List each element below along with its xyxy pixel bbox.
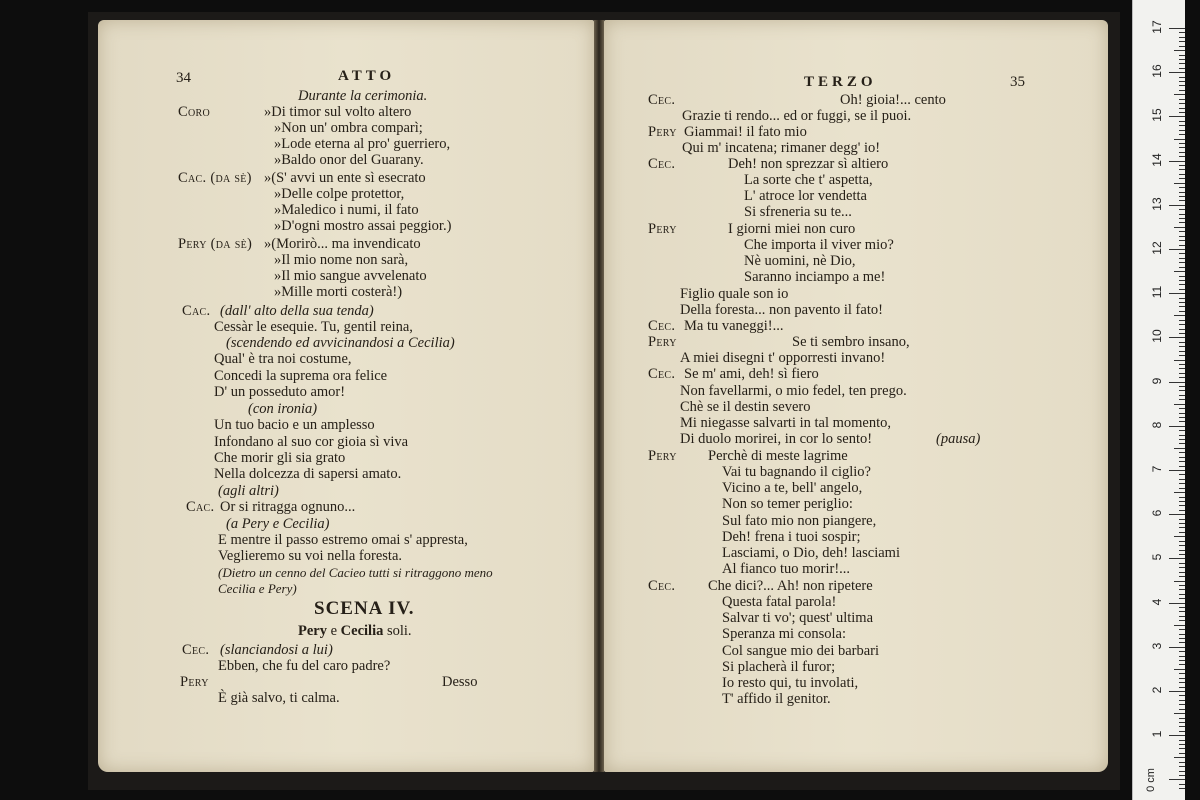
verse-line: Che dici?... Ah! non ripetere <box>708 578 873 594</box>
ruler-tick <box>1179 77 1185 78</box>
ruler-tick <box>1179 364 1185 365</box>
ruler-number: 16 <box>1150 64 1164 78</box>
ruler-tick <box>1179 41 1185 42</box>
conjunction: e <box>326 623 341 639</box>
ruler-tick <box>1179 329 1185 330</box>
ruler-tick <box>1179 607 1185 608</box>
verse-line: Col sangue mio dei barbari <box>722 643 880 659</box>
verse-line: È già salvo, ti calma. <box>218 690 340 706</box>
verse-line: Speranza mi consola: <box>722 626 847 642</box>
speaker-label: Cec. <box>648 318 676 334</box>
ruler-tick <box>1179 289 1185 290</box>
stage-direction: (pausa) <box>936 431 981 447</box>
ruler-unit-label: 0 cm <box>1144 768 1157 792</box>
ruler-tick <box>1179 377 1185 378</box>
verse-line: Salvar ti vo'; quest' ultima <box>722 610 874 626</box>
ruler-tick <box>1169 161 1185 162</box>
ruler-tick <box>1179 585 1185 586</box>
verse-line: Saranno inciampo a me! <box>744 269 886 285</box>
ruler-tick <box>1174 360 1185 361</box>
ruler-tick <box>1174 227 1185 228</box>
ruler-tick <box>1179 466 1185 467</box>
stage-direction: (a Pery e Cecilia) <box>226 516 330 532</box>
ruler-tick <box>1179 687 1185 688</box>
verse-line: Nella dolcezza di sapersi amato. <box>214 466 402 482</box>
stage-direction: (slanciandosi a lui) <box>220 642 333 658</box>
ruler-tick <box>1179 753 1185 754</box>
ruler-tick <box>1179 629 1185 630</box>
stage-direction: (agli altri) <box>218 483 279 499</box>
ruler-tick <box>1179 320 1185 321</box>
open-book <box>88 12 1120 790</box>
ruler-tick <box>1179 214 1185 215</box>
verse-line: Infondano al suo cor gioia sì viva <box>214 434 409 450</box>
ruler-number: 5 <box>1150 554 1164 561</box>
verse-line: Non favellarmi, o mio fedel, ten prego. <box>680 383 907 399</box>
ruler-tick <box>1179 501 1185 502</box>
ruler-tick <box>1179 399 1185 400</box>
ruler-tick <box>1179 108 1185 109</box>
ruler-tick <box>1179 417 1185 418</box>
verse-line: Della foresta... non pavento il fato! <box>680 302 883 318</box>
ruler-tick <box>1179 744 1185 745</box>
ruler-tick <box>1179 439 1185 440</box>
ruler-tick <box>1179 616 1185 617</box>
ruler-tick <box>1179 231 1185 232</box>
verse-line: Si placherà il furor; <box>722 659 836 675</box>
speaker-label: Cac. (da sè) <box>178 170 252 186</box>
ruler-tick <box>1169 558 1185 559</box>
ruler-tick <box>1179 510 1185 511</box>
ruler-tick <box>1179 267 1185 268</box>
verse-line: L' atroce lor vendetta <box>744 188 867 204</box>
ruler-tick <box>1179 700 1185 701</box>
ruler-tick <box>1179 704 1185 705</box>
page-number: 35 <box>1010 74 1025 90</box>
ruler-tick <box>1174 50 1185 51</box>
verse-line: Qui m' incatena; rimaner degg' io! <box>682 140 881 156</box>
ruler-tick <box>1174 94 1185 95</box>
verse-line: Che morir gli sia grato <box>214 450 346 466</box>
speaker-label: Cac. <box>182 303 211 319</box>
ruler-tick <box>1179 678 1185 679</box>
ruler-tick <box>1179 390 1185 391</box>
ruler-tick <box>1179 722 1185 723</box>
speaker-label: Cac. <box>186 499 215 515</box>
ruler-tick <box>1179 298 1185 299</box>
ruler-tick <box>1179 421 1185 422</box>
ruler-tick <box>1179 302 1185 303</box>
ruler-tick <box>1179 413 1185 414</box>
ruler-tick <box>1179 545 1185 546</box>
page-header: TERZO <box>804 74 877 90</box>
ruler-tick <box>1179 656 1185 657</box>
ruler-tick <box>1179 209 1185 210</box>
verse-line: »(S' avvi un ente sì esecrato <box>264 170 426 186</box>
ruler-tick <box>1174 139 1185 140</box>
ruler-tick <box>1179 775 1185 776</box>
verse-line: Cessàr le esequie. Tu, gentil reina, <box>214 319 413 335</box>
ruler-number: 3 <box>1150 642 1164 650</box>
ruler-tick <box>1179 236 1185 237</box>
ruler-tick <box>1179 37 1185 38</box>
stage-direction: (con ironia) <box>248 401 318 417</box>
ruler-tick <box>1174 315 1185 316</box>
speaker-label: Cec. <box>648 92 676 108</box>
speaker-label: Cec. <box>648 578 676 594</box>
ruler-tick <box>1174 625 1185 626</box>
verse-line: Concedi la suprema ora felice <box>214 368 388 384</box>
ruler-tick <box>1179 660 1185 661</box>
ruler-tick <box>1179 709 1185 710</box>
ruler-tick <box>1179 748 1185 749</box>
ruler-tick <box>1179 125 1185 126</box>
ruler-tick <box>1179 563 1185 564</box>
verse-line: I giorni miei non curo <box>728 221 856 237</box>
ruler-tick <box>1179 253 1185 254</box>
verse-line: Sul fato mio non piangere, <box>722 513 877 529</box>
ruler-tick <box>1179 63 1185 64</box>
ruler-tick <box>1179 519 1185 520</box>
verse-line: Desso <box>442 674 478 690</box>
ruler-number: 1 <box>1150 730 1164 738</box>
verse-line: Al fianco tuo morir!... <box>722 561 851 577</box>
ruler-tick <box>1179 90 1185 91</box>
verse-line: »Non un' ombra comparì; <box>274 120 423 136</box>
verse-line: Figlio quale son io <box>680 286 789 302</box>
ruler-tick <box>1179 762 1185 763</box>
verse-line: »Mille morti costerà!) <box>274 284 403 300</box>
ruler-number: 17 <box>1150 20 1164 34</box>
right-page <box>604 20 1108 772</box>
ruler-tick <box>1179 726 1185 727</box>
verse-line: Or si ritragga ognuno... <box>220 499 356 515</box>
ruler-number: 4 <box>1150 598 1164 605</box>
character-name: Cecilia <box>340 623 384 639</box>
verse-line: Nè uomini, nè Dio, <box>744 253 856 269</box>
verse-line: »D'ogni mostro assai peggior.) <box>274 218 452 234</box>
ruler-tick <box>1174 492 1185 493</box>
ruler-tick <box>1179 200 1185 201</box>
verse-line: A miei disegni t' opporresti invano! <box>680 350 886 366</box>
verse-line: »Di timor sul volto altero <box>264 104 412 120</box>
ruler-tick <box>1179 355 1185 356</box>
verse-line: Questa fatal parola! <box>722 594 837 610</box>
ruler-tick <box>1174 404 1185 405</box>
ruler-tick <box>1169 72 1185 73</box>
ruler-tick <box>1179 718 1185 719</box>
ruler-tick <box>1179 222 1185 223</box>
verse-line: Se ti sembro insano, <box>792 334 910 350</box>
verse-line: Veglieremo su voi nella foresta. <box>218 548 403 564</box>
ruler-tick <box>1179 457 1185 458</box>
character-name: Pery <box>298 623 327 639</box>
ruler-tick <box>1169 647 1185 648</box>
ruler-tick <box>1179 280 1185 281</box>
ruler-tick <box>1174 536 1185 537</box>
ruler-tick <box>1179 740 1185 741</box>
page-header: ATTO <box>338 68 396 84</box>
ruler-tick <box>1179 731 1185 732</box>
ruler-tick <box>1169 691 1185 692</box>
ruler-tick <box>1174 448 1185 449</box>
ruler-tick <box>1179 771 1185 772</box>
ruler-tick <box>1179 240 1185 241</box>
ruler-number: 11 <box>1150 285 1164 299</box>
stage-direction: Durante la cerimonia. <box>298 88 428 104</box>
stage-direction: Cecilia e Pery) <box>218 581 297 596</box>
ruler-tick <box>1179 85 1185 86</box>
ruler-number: 2 <box>1150 686 1164 694</box>
ruler-tick <box>1179 554 1185 555</box>
ruler-number: 8 <box>1150 421 1164 429</box>
ruler-tick <box>1179 324 1185 325</box>
ruler-tick <box>1179 258 1185 259</box>
ruler-tick <box>1179 174 1185 175</box>
ruler-tick <box>1179 147 1185 148</box>
ruler-tick <box>1179 143 1185 144</box>
verse-line: La sorte che t' aspetta, <box>744 172 873 188</box>
speaker-label: Pery <box>648 334 677 350</box>
ruler-tick <box>1179 505 1185 506</box>
ruler-tick <box>1179 134 1185 135</box>
ruler-tick <box>1179 351 1185 352</box>
ruler-tick <box>1179 130 1185 131</box>
ruler-tick <box>1179 611 1185 612</box>
verse-line: Vicino a te, bell' angelo, <box>722 480 863 496</box>
ruler-tick <box>1169 293 1185 294</box>
ruler-tick <box>1169 426 1185 427</box>
ruler-tick <box>1179 99 1185 100</box>
ruler-tick <box>1169 337 1185 338</box>
ruler-number: 14 <box>1150 152 1164 167</box>
verse-line: Perchè di meste lagrime <box>708 448 848 464</box>
ruler-tick <box>1179 443 1185 444</box>
ruler-tick <box>1169 28 1185 29</box>
ruler-tick <box>1179 527 1185 528</box>
verse-line: Chè se il destin severo <box>680 399 811 415</box>
ruler-tick <box>1179 284 1185 285</box>
verse-line: Se m' ami, deh! sì fiero <box>684 366 819 382</box>
ruler-tick <box>1179 306 1185 307</box>
ruler-tick <box>1179 245 1185 246</box>
ruler-tick <box>1179 523 1185 524</box>
verse-line: Che importa il viver mio? <box>744 237 894 253</box>
ruler-tick <box>1179 311 1185 312</box>
ruler-tick <box>1179 589 1185 590</box>
verse-line: Oh! gioia!... cento <box>840 92 946 108</box>
ruler-tick <box>1174 581 1185 582</box>
ruler-tick <box>1179 651 1185 652</box>
ruler-tick <box>1179 550 1185 551</box>
scene-title: SCENA IV. <box>314 598 415 619</box>
verse-line: Qual' è tra noi costume, <box>214 351 352 367</box>
verse-line: T' affido il genitor. <box>722 691 831 707</box>
verse-line: Lasciami, o Dio, deh! lasciami <box>722 545 900 561</box>
verse-line: Giammai! il fato mio <box>684 124 807 140</box>
ruler-tick <box>1179 435 1185 436</box>
ruler-tick <box>1179 46 1185 47</box>
stage-direction: (dall' alto della sua tenda) <box>220 303 374 319</box>
ruler-tick <box>1179 187 1185 188</box>
ruler-number: 10 <box>1150 329 1164 344</box>
ruler-tick <box>1179 156 1185 157</box>
ruler-number: 12 <box>1150 241 1164 255</box>
ruler-tick <box>1169 249 1185 250</box>
verse-line: »Il mio sangue avvelenato <box>274 268 427 284</box>
ruler-tick <box>1179 594 1185 595</box>
verse-line: Si sfreneria su te... <box>744 204 852 220</box>
ruler-tick <box>1169 382 1185 383</box>
measuring-ruler <box>1132 0 1185 800</box>
ruler-tick <box>1179 488 1185 489</box>
ruler-tick <box>1179 598 1185 599</box>
ruler-number: 13 <box>1150 197 1164 211</box>
verse-line: Grazie ti rendo... ed or fuggi, se il puoi. <box>682 108 912 124</box>
ruler-tick <box>1174 757 1185 758</box>
ruler-tick <box>1174 669 1185 670</box>
ruler-tick <box>1179 121 1185 122</box>
ruler-tick <box>1179 276 1185 277</box>
verse-line: Non so temer periglio: <box>722 496 853 512</box>
ruler-tick <box>1179 218 1185 219</box>
verse-line: Di duolo morirei, in cor lo sento! <box>680 431 873 447</box>
ruler-tick <box>1179 532 1185 533</box>
ruler-tick <box>1179 483 1185 484</box>
verse-line: »Delle colpe protettor, <box>274 186 405 202</box>
verse-line: D' un posseduto amor! <box>214 384 346 400</box>
speaker-label: Cec. <box>648 156 676 172</box>
ruler-tick <box>1179 103 1185 104</box>
ruler-tick <box>1179 788 1185 789</box>
ruler-tick <box>1169 470 1185 471</box>
ruler-tick <box>1179 642 1185 643</box>
ruler-tick <box>1179 664 1185 665</box>
ruler-tick <box>1179 68 1185 69</box>
ruler-tick <box>1179 430 1185 431</box>
ruler-tick <box>1179 81 1185 82</box>
ruler-tick <box>1179 479 1185 480</box>
ruler-tick <box>1169 514 1185 515</box>
verse-line: »Maledico i numi, il fato <box>274 202 419 218</box>
ruler-tick <box>1169 205 1185 206</box>
verse-line: Deh! non sprezzar sì altiero <box>728 156 889 172</box>
verse-line: »Il mio nome non sarà, <box>274 252 409 268</box>
speaker-label: Pery <box>648 221 677 237</box>
verse-line: Un tuo bacio e un amplesso <box>214 417 375 433</box>
ruler-tick <box>1179 634 1185 635</box>
left-page <box>98 20 594 772</box>
speaker-label: Pery <box>648 124 677 140</box>
ruler-tick <box>1179 346 1185 347</box>
verse-line: Mi niegasse salvarti in tal momento, <box>680 415 892 431</box>
verse-line: Deh! frena i tuoi sospir; <box>722 529 861 545</box>
stage-direction: (Dietro un cenno del Cacieo tutti si ritraggono meno <box>218 565 493 580</box>
ruler-tick <box>1169 779 1185 780</box>
verse-line: »(Morirò... ma invendicato <box>264 236 421 252</box>
page-number: 34 <box>176 70 191 86</box>
ruler-tick <box>1174 183 1185 184</box>
ruler-tick <box>1179 169 1185 170</box>
ruler-tick <box>1179 262 1185 263</box>
ruler-tick <box>1179 32 1185 33</box>
ruler-tick <box>1169 116 1185 117</box>
ruler-tick <box>1179 408 1185 409</box>
book-gutter <box>594 20 604 772</box>
ruler-tick <box>1179 152 1185 153</box>
scene-subtitle <box>298 623 412 639</box>
ruler-tick <box>1179 192 1185 193</box>
speaker-label: Cec. <box>648 366 676 382</box>
verse-line: »Baldo onor del Guarany. <box>274 152 424 168</box>
stage-direction: (scendendo ed avvicinandosi a Cecilia) <box>226 335 455 351</box>
ruler-tick <box>1179 695 1185 696</box>
ruler-tick <box>1179 682 1185 683</box>
ruler-number: 15 <box>1150 108 1164 123</box>
ruler-tick <box>1179 461 1185 462</box>
ruler-tick <box>1179 395 1185 396</box>
speaker-label: Coro <box>178 104 210 120</box>
ruler-tick <box>1179 576 1185 577</box>
ruler-tick <box>1179 165 1185 166</box>
ruler-tick <box>1179 452 1185 453</box>
scene-note: soli. <box>383 623 412 639</box>
ruler-tick <box>1179 497 1185 498</box>
ruler-tick <box>1179 59 1185 60</box>
verse-line: »Lode eterna al pro' guerriero, <box>274 136 451 152</box>
ruler-tick <box>1179 342 1185 343</box>
verse-line: Ebben, che fu del caro padre? <box>218 658 391 674</box>
ruler-tick <box>1174 271 1185 272</box>
verse-line: Vai tu bagnando il ciglio? <box>722 464 871 480</box>
speaker-label: Pery <box>180 674 209 690</box>
speaker-label: Pery (da sè) <box>178 236 253 252</box>
ruler-number: 7 <box>1150 465 1164 473</box>
ruler-tick <box>1179 368 1185 369</box>
ruler-tick <box>1179 373 1185 374</box>
ruler-tick <box>1174 713 1185 714</box>
ruler-tick <box>1179 673 1185 674</box>
ruler-number: 6 <box>1150 509 1164 517</box>
ruler-tick <box>1179 196 1185 197</box>
ruler-tick <box>1169 735 1185 736</box>
ruler-tick <box>1179 567 1185 568</box>
ruler-tick <box>1179 620 1185 621</box>
ruler-tick <box>1179 541 1185 542</box>
ruler-tick <box>1179 572 1185 573</box>
ruler-tick <box>1179 112 1185 113</box>
verse-line: E mentre il passo estremo omai s' appresta, <box>218 532 468 548</box>
speaker-label: Pery <box>648 448 677 464</box>
ruler-tick <box>1179 784 1185 785</box>
ruler-tick <box>1169 603 1185 604</box>
verse-line: Ma tu vaneggi!... <box>684 318 784 334</box>
verse-line: Io resto qui, tu involati, <box>722 675 859 691</box>
ruler-tick <box>1179 333 1185 334</box>
ruler-tick <box>1179 55 1185 56</box>
ruler-tick <box>1179 178 1185 179</box>
ruler-tick <box>1179 638 1185 639</box>
speaker-label: Cec. <box>182 642 210 658</box>
ruler-tick <box>1179 386 1185 387</box>
ruler-number: 9 <box>1150 377 1164 384</box>
ruler-tick <box>1179 474 1185 475</box>
ruler-tick <box>1179 766 1185 767</box>
